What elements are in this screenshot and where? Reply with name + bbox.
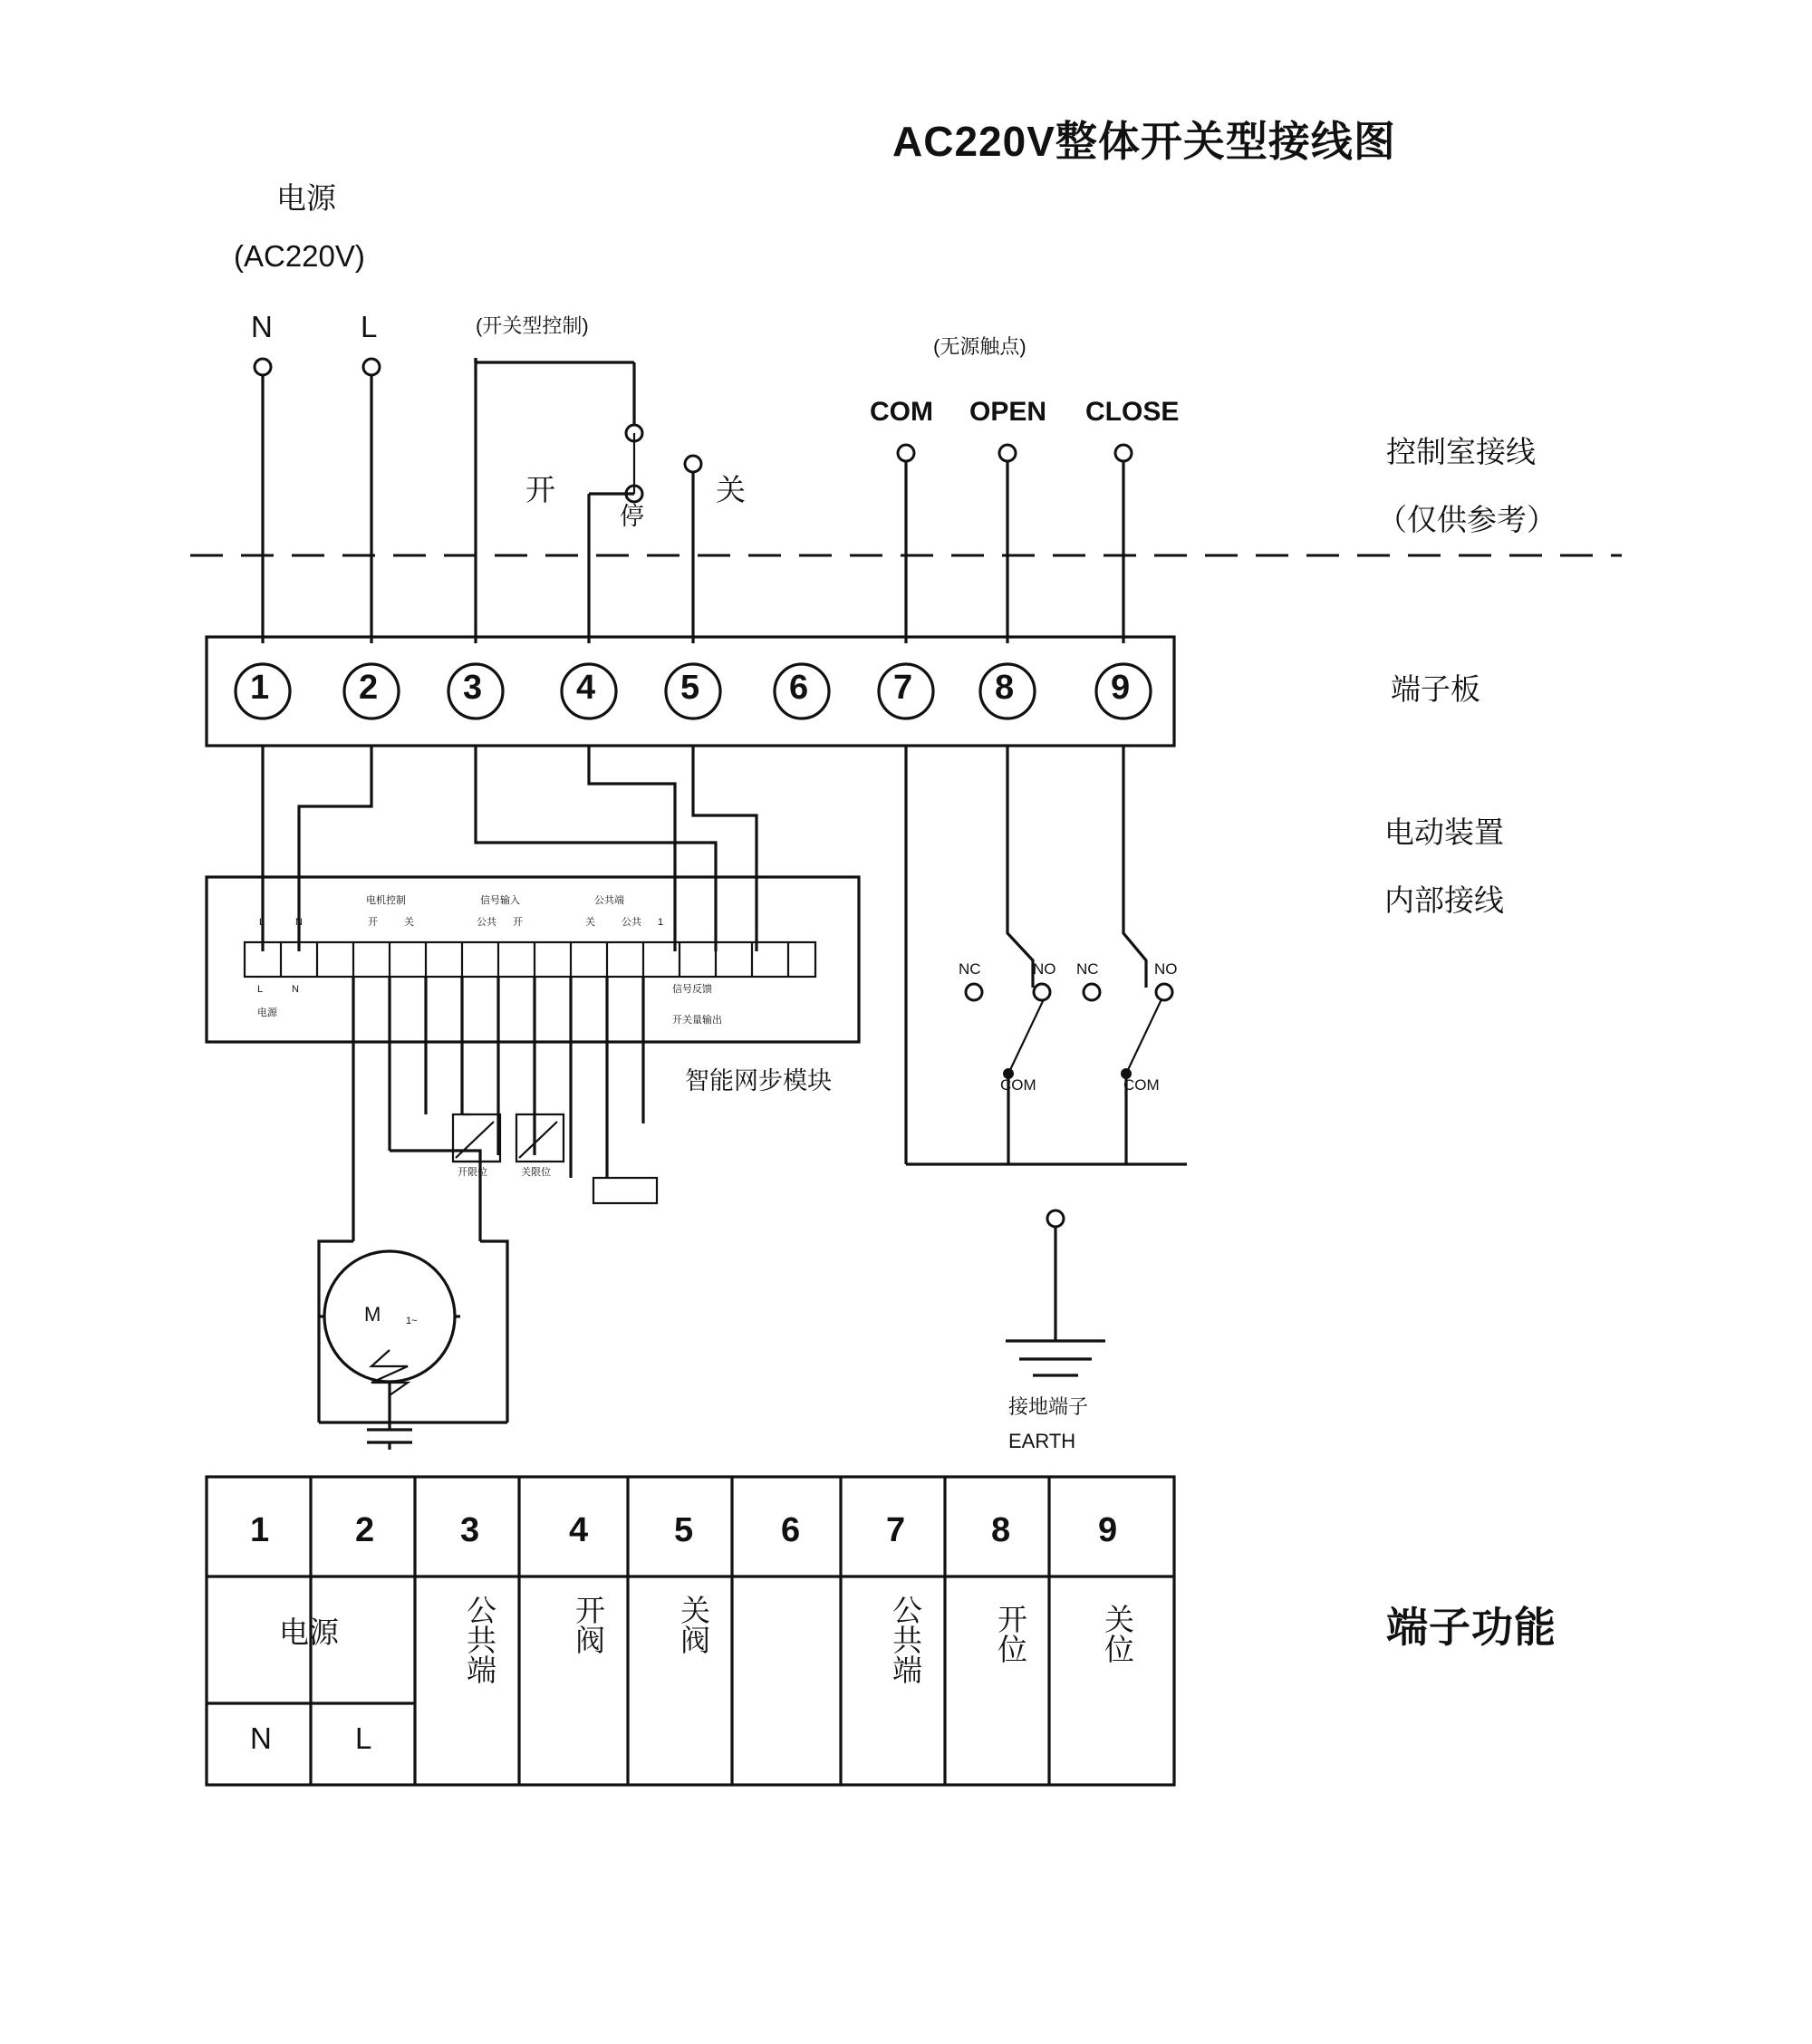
thermal-protector bbox=[593, 1178, 657, 1203]
module-box bbox=[207, 877, 859, 1042]
terminal-number-5: 5 bbox=[680, 669, 700, 707]
relay-right-no bbox=[1156, 984, 1172, 1000]
terminal-number-8: 8 bbox=[995, 669, 1015, 707]
note-control-room-sub: （仅供参考） bbox=[1377, 503, 1557, 536]
terminal-dot-l bbox=[363, 359, 380, 375]
switch-control-note: (开关型控制) bbox=[476, 314, 589, 337]
func-close-valve: 关阀 bbox=[676, 1595, 710, 1654]
relay-left-nc-label: NC bbox=[959, 960, 981, 978]
module-top-label-2: 信号输入 bbox=[480, 895, 520, 906]
ground-node bbox=[1047, 1210, 1064, 1227]
module-caption: 智能网步模块 bbox=[685, 1067, 832, 1094]
motor-symbol bbox=[324, 1251, 455, 1382]
func-open-valve: 开阀 bbox=[571, 1595, 605, 1654]
dry-contact-close: CLOSE bbox=[1085, 397, 1180, 427]
ground-label-2: EARTH bbox=[1008, 1430, 1076, 1452]
terminal-number-7: 7 bbox=[893, 669, 913, 707]
terminal-number-9: 9 bbox=[1111, 669, 1131, 707]
module-top-label-3: 公共端 bbox=[594, 895, 624, 906]
func-number-5: 5 bbox=[674, 1511, 694, 1549]
module-pin-label-2: N bbox=[295, 917, 303, 928]
terminal-dot-open bbox=[999, 445, 1016, 461]
func-number-9: 9 bbox=[1098, 1511, 1118, 1549]
switch-stop-label: 停 bbox=[620, 503, 644, 530]
terminal-number-2: 2 bbox=[359, 669, 379, 707]
module-pin-label-6: 开 bbox=[513, 917, 523, 928]
relay-right-no-label: NO bbox=[1154, 960, 1178, 978]
dry-contact-com: COM bbox=[870, 397, 933, 427]
module-top-label-1: 电机控制 bbox=[366, 895, 406, 906]
func-number-4: 4 bbox=[569, 1511, 589, 1549]
module-pin-label-5: 公共 bbox=[477, 917, 496, 928]
page-title: AC220V整体开关型接线图 bbox=[892, 118, 1396, 165]
module-right-sub-top: 信号反馈 bbox=[672, 984, 712, 995]
motor-phase-label: 1~ bbox=[406, 1316, 418, 1326]
motor-symbol-label: M bbox=[364, 1303, 381, 1326]
module-pin-label-3: 开 bbox=[368, 917, 378, 928]
module-pin-n: N bbox=[292, 984, 299, 995]
open-limit-label: 开限位 bbox=[458, 1167, 487, 1178]
terminal-dot-close bbox=[1115, 445, 1132, 461]
func-open-pos: 开位 bbox=[993, 1604, 1027, 1663]
module-pin-label-4: 关 bbox=[404, 917, 414, 928]
power-label: 电源 bbox=[276, 181, 336, 215]
terminal-label-n: N bbox=[251, 310, 273, 343]
close-limit-label: 关限位 bbox=[521, 1167, 551, 1178]
func-common-2: 公共端 bbox=[888, 1595, 922, 1684]
dry-contact-note: (无源触点) bbox=[933, 335, 1026, 358]
func-bottom-l: L bbox=[355, 1721, 372, 1755]
module-right-sub: 开关量输出 bbox=[672, 1015, 722, 1026]
func-number-3: 3 bbox=[460, 1511, 480, 1549]
relay-right-com-label: COM bbox=[1123, 1076, 1160, 1094]
func-number-6: 6 bbox=[781, 1511, 801, 1549]
func-number-8: 8 bbox=[991, 1511, 1011, 1549]
relay-left-com-label: COM bbox=[1000, 1076, 1036, 1094]
relay-left-no bbox=[1034, 984, 1050, 1000]
relay-right-nc-label: NC bbox=[1076, 960, 1099, 978]
note-terminal-board: 端子板 bbox=[1391, 672, 1480, 706]
close-switch-node bbox=[685, 456, 701, 472]
terminal-dot-n bbox=[255, 359, 271, 375]
switch-close-label: 关 bbox=[716, 473, 746, 506]
relay-left-no-label: NO bbox=[1033, 960, 1056, 978]
func-number-2: 2 bbox=[355, 1511, 375, 1549]
module-pin-label-9: 1 bbox=[658, 917, 664, 928]
terminal-number-4: 4 bbox=[576, 669, 596, 707]
func-power-label: 电源 bbox=[279, 1615, 339, 1649]
switch-open-label: 开 bbox=[525, 473, 555, 506]
note-actuator-1: 电动装置 bbox=[1384, 815, 1504, 849]
relay-left-nc bbox=[966, 984, 982, 1000]
note-control-room: 控制室接线 bbox=[1386, 435, 1536, 468]
dry-contact-open: OPEN bbox=[969, 397, 1047, 427]
note-actuator-2: 内部接线 bbox=[1384, 883, 1504, 917]
module-pin-label-7: 关 bbox=[585, 917, 595, 928]
terminal-dot-com bbox=[898, 445, 914, 461]
func-number-1: 1 bbox=[250, 1511, 270, 1549]
func-common-1: 公共端 bbox=[462, 1595, 496, 1684]
relay-right-nc bbox=[1084, 984, 1100, 1000]
power-spec: (AC220V) bbox=[234, 239, 365, 273]
module-pin-l: L bbox=[257, 984, 264, 995]
module-pin-strip bbox=[245, 942, 815, 977]
module-left-sub: 电源 bbox=[257, 1008, 277, 1018]
module-pin-label-1: L bbox=[259, 917, 265, 928]
terminal-number-6: 6 bbox=[789, 669, 809, 707]
func-close-pos: 关位 bbox=[1100, 1604, 1134, 1663]
module-pin-label-8: 公共 bbox=[622, 917, 641, 928]
terminal-number-3: 3 bbox=[463, 669, 483, 707]
terminal-number-1: 1 bbox=[250, 669, 270, 707]
func-bottom-n: N bbox=[250, 1721, 272, 1755]
note-terminal-function: 端子功能 bbox=[1386, 1604, 1557, 1651]
ground-label-1: 接地端子 bbox=[1008, 1395, 1089, 1418]
func-number-7: 7 bbox=[886, 1511, 906, 1549]
terminal-label-l: L bbox=[361, 310, 378, 343]
